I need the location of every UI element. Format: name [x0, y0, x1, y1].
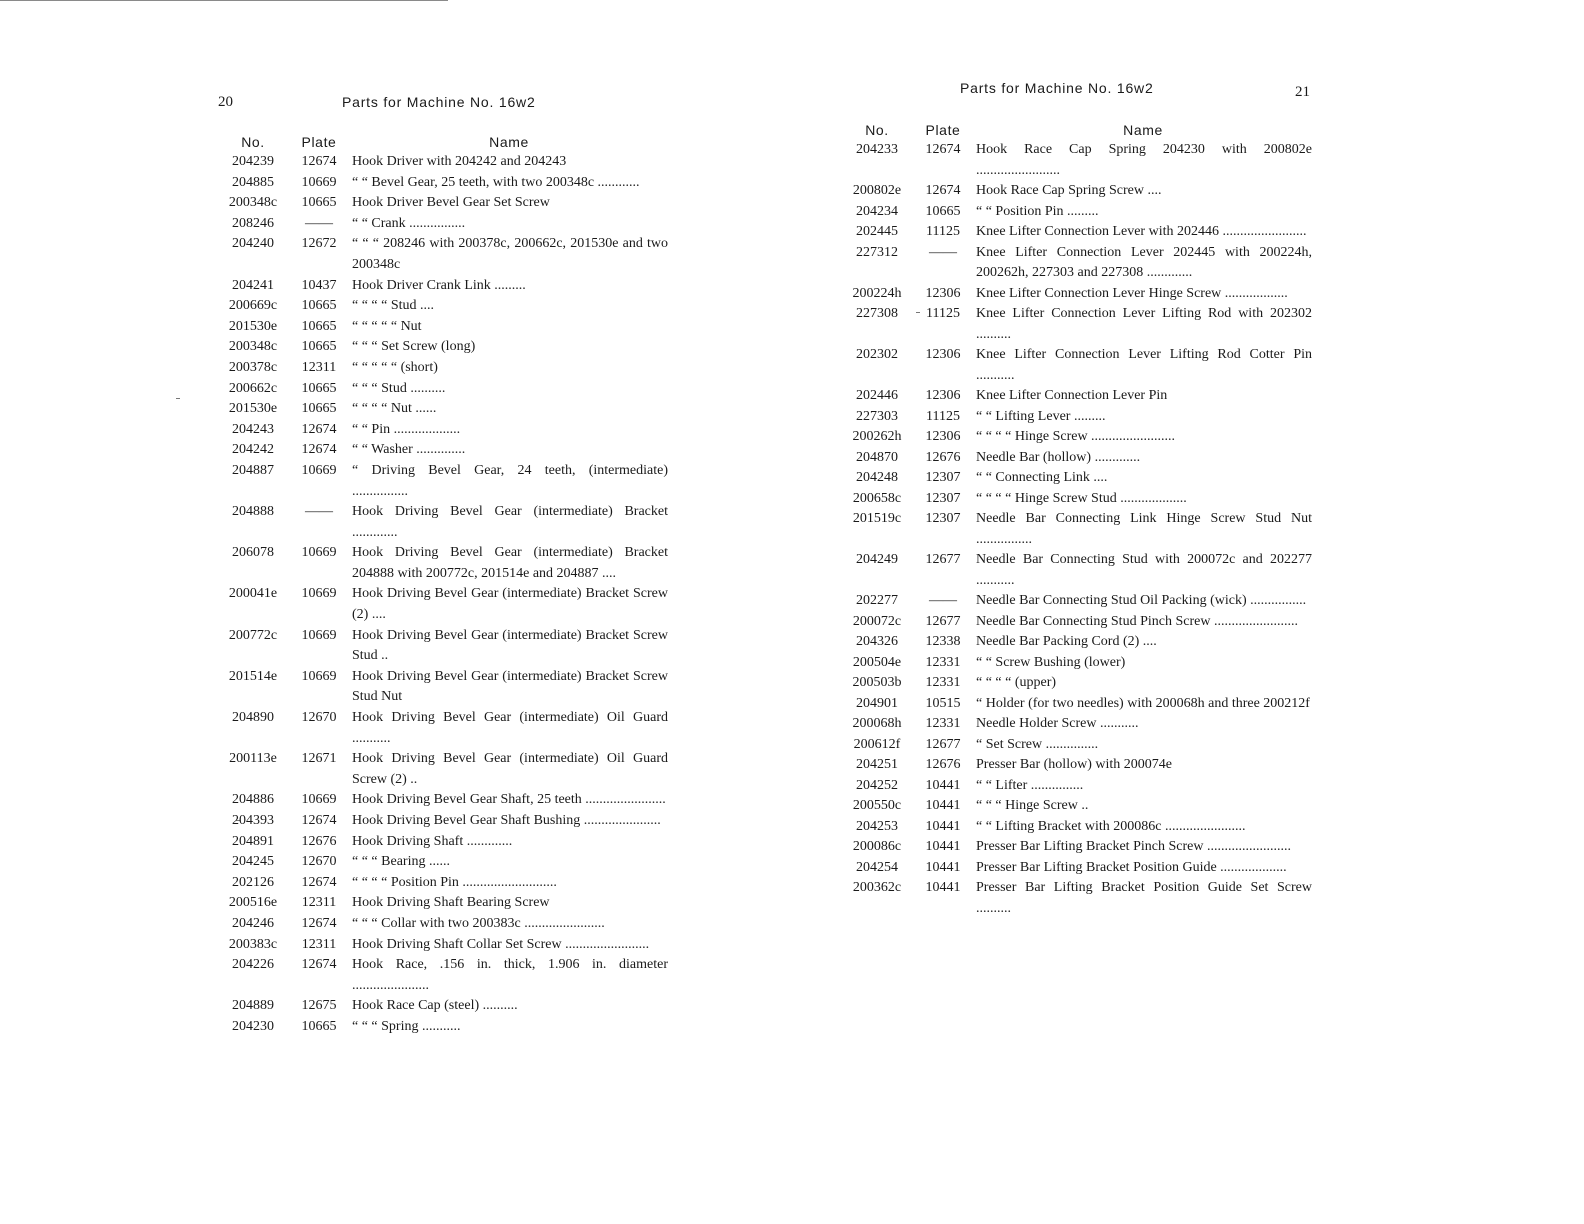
part-name: “ “ Lifting Lever .........: [976, 408, 1106, 424]
table-row: [842, 550, 1312, 591]
plate-number: 10441: [925, 777, 961, 793]
part-number: 200516e: [228, 895, 278, 911]
part-number: 227303: [856, 408, 898, 424]
part-name: “ “ “ Bearing ......: [352, 854, 450, 870]
plate-number: 10665: [301, 318, 337, 334]
scan-mark: [176, 398, 180, 399]
part-name: Presser Bar (hollow) with 200074e: [976, 757, 1172, 772]
part-name: Needle Holder Screw ...........: [976, 716, 1139, 731]
part-number: 200068h: [852, 716, 902, 731]
table-row: [218, 626, 668, 667]
table-row: [218, 543, 668, 584]
table-row: [842, 468, 1312, 489]
plate-number: ——: [929, 244, 957, 260]
part-name: “ “ “ Stud ..........: [352, 380, 446, 396]
plate-number: ——: [305, 504, 333, 520]
plate-number: 12674: [301, 957, 337, 973]
plate-number: 11125: [926, 306, 960, 321]
part-number: 200669c: [228, 298, 278, 314]
plate-number: 12331: [925, 716, 961, 731]
table-row: [218, 440, 668, 461]
table-row: [842, 448, 1312, 469]
part-number: 204254: [856, 859, 898, 875]
part-number: 204890: [232, 710, 274, 726]
table-row: [842, 776, 1312, 797]
plate-number: 12674: [301, 915, 337, 931]
table-row: [842, 509, 1312, 550]
table-row: [218, 832, 668, 853]
part-number: 227308: [856, 306, 898, 321]
part-number: 227312: [856, 244, 898, 260]
plate-number: ——: [305, 215, 333, 231]
part-number: 202445: [856, 224, 898, 239]
table-row: [842, 222, 1312, 243]
column-header-no: No.: [241, 134, 265, 150]
part-number: 200503b: [852, 675, 902, 690]
table-row: [218, 152, 668, 173]
plate-number: 10669: [301, 627, 337, 643]
part-name: Hook Driving Shaft Collar Set Screw ........................: [352, 936, 650, 952]
plate-number: 12311: [301, 895, 337, 911]
part-name: “ “ “ “ Position Pin ...........................: [352, 874, 557, 890]
table-row: [842, 202, 1312, 223]
plate-number: 12311: [301, 359, 337, 375]
part-number: 204901: [856, 695, 898, 711]
part-name: “ “ “ “ “ (short): [352, 359, 438, 375]
table-row: [842, 345, 1312, 386]
part-name: Hook Driving Bevel Gear Shaft Bushing ......................: [352, 813, 661, 828]
part-number: 204886: [232, 792, 274, 808]
plate-number: 12307: [925, 490, 961, 506]
page-title: Parts for Machine No. 16w2: [342, 94, 536, 110]
part-number: 204242: [232, 442, 274, 458]
plate-number: 10515: [925, 695, 961, 711]
plate-number: 10665: [301, 298, 337, 314]
part-number: 200550c: [852, 798, 902, 813]
plate-number: 12306: [925, 285, 961, 301]
part-number: 204240: [232, 236, 274, 252]
plate-number: 10669: [301, 792, 337, 808]
part-name: “ “ “ 208246 with 200378c, 200662c, 201530e and two 200348c: [352, 236, 668, 272]
plate-number: 10669: [301, 174, 337, 190]
plate-number: 12307: [925, 511, 961, 526]
plate-number: 12338: [925, 634, 961, 649]
plate-number: 11125: [926, 224, 960, 239]
part-name: Presser Bar Lifting Bracket Position Guide Set Screw ..........: [976, 880, 1312, 916]
part-name: “ “ “ Collar with two 200383c .......................: [352, 915, 605, 931]
plate-number: ——: [929, 593, 957, 608]
part-name: Hook Driving Bevel Gear (intermediate) Bracket Screw (2) ....: [352, 586, 668, 623]
part-number: 204230: [232, 1018, 274, 1034]
plate-number: 10669: [301, 586, 337, 602]
plate-number: 10665: [301, 1018, 337, 1034]
part-name: Hook Driving Bevel Gear (intermediate) Oil Guard Screw (2) ..: [352, 751, 668, 787]
part-number: 202302: [856, 347, 898, 362]
table-row: [842, 735, 1312, 756]
page-header: [842, 80, 1312, 106]
part-name: Hook Driving Shaft .............: [352, 833, 513, 849]
table-row: [218, 276, 668, 297]
table-row: [218, 955, 668, 996]
part-name: “ “ “ “ Stud ....: [352, 298, 435, 314]
part-number: 200224h: [852, 285, 902, 301]
part-name: Needle Bar Connecting Stud Oil Packing (wick) ................: [976, 593, 1307, 608]
part-number: 200383c: [228, 936, 278, 952]
plate-number: 12674: [301, 421, 337, 437]
table-row: [842, 796, 1312, 817]
part-number: 204870: [856, 449, 898, 465]
plate-number: 11125: [926, 408, 960, 424]
part-name: Needle Bar Connecting Link Hinge Screw Stud Nut ................: [976, 511, 1312, 547]
plate-number: 12306: [925, 347, 961, 362]
plate-number: 10665: [301, 380, 337, 396]
part-name: “ “ “ Spring ...........: [352, 1018, 461, 1034]
part-name: “ “ “ Set Screw (long): [352, 339, 476, 355]
plate-number: 12670: [301, 710, 337, 726]
part-number: 204245: [232, 854, 274, 870]
column-header-plate: Plate: [301, 134, 337, 150]
part-name: Knee Lifter Connection Lever Pin: [976, 388, 1168, 403]
part-number: 204249: [856, 552, 898, 567]
part-number: 201519c: [852, 511, 902, 526]
part-name: Knee Lifter Connection Lever Lifting Rod Cotter Pin ...........: [976, 347, 1312, 383]
plate-number: 12306: [925, 429, 961, 444]
table-row: [218, 214, 668, 235]
part-number: 202277: [856, 593, 898, 608]
table-row: [218, 461, 668, 502]
plate-number: 10441: [925, 859, 961, 875]
part-number: 204251: [856, 757, 898, 772]
part-name: “ “ “ “ “ Nut: [352, 318, 422, 334]
column-header-plate: Plate: [925, 122, 961, 138]
plate-number: 12676: [925, 757, 961, 772]
part-name: Hook Race Cap Spring Screw ....: [976, 183, 1162, 198]
part-name: Hook Race Cap (steel) ..........: [352, 998, 518, 1014]
part-name: “ “ “ “ Hinge Screw Stud ...................: [976, 490, 1187, 506]
part-number: 204234: [856, 203, 898, 219]
plate-number: 10665: [925, 203, 961, 219]
part-name: “ “ “ Hinge Screw ..: [976, 798, 1089, 813]
plate-number: 12675: [301, 998, 337, 1014]
table-row: [842, 304, 1312, 345]
part-number: 204252: [856, 777, 898, 793]
part-number: 200348c: [228, 339, 278, 355]
part-name: “ “ “ “ Hinge Screw ........................: [976, 429, 1176, 444]
part-name: “ Set Screw ...............: [976, 736, 1099, 752]
part-name: “ “ Bevel Gear, 25 teeth, with two 200348c ............: [352, 174, 640, 190]
plate-number: 10441: [925, 798, 961, 813]
parts-list: [218, 152, 668, 1038]
right-page: [842, 80, 1312, 919]
table-row: [218, 502, 668, 543]
part-number: 200662c: [228, 380, 278, 396]
table-row: [218, 317, 668, 338]
part-name: Hook Driver Crank Link .........: [352, 277, 526, 293]
part-name: Hook Driving Bevel Gear (intermediate) Bracket Screw Stud ..: [352, 627, 668, 664]
table-row: [842, 673, 1312, 694]
table-row: [842, 878, 1312, 919]
part-number: 200612f: [853, 736, 901, 752]
part-number: 206078: [232, 545, 274, 561]
part-name: Needle Bar Connecting Stud Pinch Screw ........................: [976, 613, 1298, 629]
plate-number: 12331: [925, 675, 961, 690]
plate-number: 12671: [301, 751, 337, 767]
plate-number: 10665: [301, 339, 337, 355]
table-row: [218, 420, 668, 441]
part-number: 204239: [232, 154, 274, 169]
table-row: [842, 755, 1312, 776]
part-name: Needle Bar (hollow) .............: [976, 449, 1141, 465]
column-headers: [842, 122, 1312, 138]
part-name: “ “ Connecting Link ....: [976, 470, 1108, 485]
column-header-no: No.: [865, 122, 889, 138]
table-row: [218, 379, 668, 400]
part-number: 204889: [232, 998, 274, 1014]
plate-number: 12674: [301, 442, 337, 458]
table-row: [842, 489, 1312, 510]
part-number: 200772c: [228, 627, 278, 643]
plate-number: 12311: [301, 936, 337, 952]
plate-number: 10441: [925, 818, 961, 834]
table-row: [218, 584, 668, 625]
table-row: [218, 935, 668, 956]
part-number: 200113e: [229, 751, 277, 767]
column-header-name: Name: [1123, 122, 1163, 138]
table-row: [218, 358, 668, 379]
plate-number: 12677: [925, 613, 961, 629]
page-number: 21: [1295, 84, 1310, 100]
plate-number: 12676: [301, 833, 337, 849]
part-number: 204233: [856, 142, 898, 157]
part-name: Hook Driving Bevel Gear (intermediate) Oil Guard ...........: [352, 710, 668, 746]
part-number: 204243: [232, 421, 274, 437]
table-row: [218, 337, 668, 358]
part-name: “ “ Lifter ...............: [976, 777, 1084, 793]
table-row: [842, 386, 1312, 407]
plate-number: 10665: [301, 195, 337, 211]
part-name: Knee Lifter Connection Lever with 202446 ........................: [976, 224, 1307, 239]
table-row: [218, 193, 668, 214]
part-name: Hook Driving Bevel Gear (intermediate) Bracket 204888 with 200772c, 201514e and 204887 ....: [352, 545, 668, 581]
plate-number: 10669: [301, 545, 337, 561]
table-row: [218, 996, 668, 1017]
table-row: [218, 811, 668, 832]
column-headers: [218, 134, 668, 150]
table-row: [842, 837, 1312, 858]
table-row: [218, 873, 668, 894]
part-name: Presser Bar Lifting Bracket Pinch Screw ........................: [976, 839, 1291, 854]
part-name: Hook Driver with 204242 and 204243: [352, 154, 567, 169]
table-row: [842, 140, 1312, 181]
part-number: 204326: [856, 634, 898, 649]
part-name: Presser Bar Lifting Bracket Position Guide ...................: [976, 859, 1287, 875]
plate-number: 12674: [301, 874, 337, 890]
plate-number: 10437: [301, 277, 337, 293]
part-number: 200504e: [852, 654, 902, 670]
part-number: 200086c: [852, 839, 902, 854]
table-row: [218, 749, 668, 790]
part-number: 200348c: [228, 195, 278, 211]
plate-number: 12674: [301, 154, 337, 169]
plate-number: 12307: [925, 470, 961, 485]
table-row: [218, 893, 668, 914]
table-row: [218, 399, 668, 420]
part-number: 202446: [856, 388, 898, 403]
table-row: [842, 243, 1312, 284]
part-number: 204888: [232, 504, 274, 520]
part-name: Needle Bar Packing Cord (2) ....: [976, 634, 1157, 649]
part-name: “ “ Crank ................: [352, 215, 466, 231]
plate-number: 12674: [925, 183, 961, 198]
part-name: Hook Race, .156 in. thick, 1.906 in. diameter ......................: [352, 957, 668, 993]
part-number: 200802e: [852, 183, 902, 198]
part-name: Hook Race Cap Spring 204230 with 200802e ........................: [976, 142, 1312, 178]
part-name: “ “ “ “ Nut ......: [352, 401, 437, 417]
table-row: [842, 694, 1312, 715]
part-name: Knee Lifter Connection Lever 202445 with 200224h, 200262h, 227303 and 227308 .............: [976, 244, 1312, 280]
part-number: 204241: [232, 277, 274, 293]
part-number: 200041e: [228, 586, 278, 602]
plate-number: 12306: [925, 388, 961, 403]
table-row: [842, 181, 1312, 202]
table-row: [842, 407, 1312, 428]
part-name: “ “ Pin ...................: [352, 421, 461, 437]
part-number: 200072c: [852, 613, 902, 629]
part-number: 204393: [232, 813, 274, 828]
part-number: 200658c: [852, 490, 902, 506]
plate-number: 12672: [301, 236, 337, 252]
part-number: 202126: [232, 874, 274, 890]
plate-number: 10669: [301, 462, 337, 478]
table-row: [842, 427, 1312, 448]
part-number: 201514e: [228, 668, 278, 684]
page-header: [218, 90, 668, 116]
plate-number: 10441: [925, 880, 961, 895]
table-row: [218, 790, 668, 811]
column-header-name: Name: [489, 134, 529, 150]
part-name: Needle Bar Connecting Stud with 200072c and 202277 ...........: [976, 552, 1312, 588]
part-name: “ “ Lifting Bracket with 200086c .......................: [976, 818, 1246, 834]
part-name: “ Driving Bevel Gear, 24 teeth, (intermediate) ................: [352, 462, 668, 499]
table-row: [842, 653, 1312, 674]
table-row: [842, 632, 1312, 653]
part-number: 204253: [856, 818, 898, 834]
part-number: 200362c: [852, 880, 902, 895]
part-name: Hook Driving Bevel Gear (intermediate) Bracket Screw Stud Nut: [352, 668, 668, 705]
table-row: [842, 714, 1312, 735]
page-title: Parts for Machine No. 16w2: [960, 80, 1154, 96]
part-name: Hook Driving Bevel Gear (intermediate) Bracket .............: [352, 504, 668, 540]
part-number: 208246: [232, 215, 274, 231]
table-row: [218, 234, 668, 275]
table-row: [842, 858, 1312, 879]
part-name: Hook Driver Bevel Gear Set Screw: [352, 195, 550, 211]
table-row: [218, 708, 668, 749]
part-name: “ “ Washer ..............: [352, 442, 466, 458]
part-number: 204248: [856, 470, 898, 485]
plate-number: 12670: [301, 854, 337, 870]
part-number: 204885: [232, 174, 274, 190]
part-name: Hook Driving Shaft Bearing Screw: [352, 895, 550, 911]
plate-number: 12674: [301, 813, 337, 828]
part-number: 204891: [232, 833, 274, 849]
plate-number: 12331: [925, 654, 961, 670]
part-number: 201530e: [228, 401, 278, 417]
part-name: “ “ “ “ (upper): [976, 675, 1057, 690]
part-name: “ “ Position Pin .........: [976, 203, 1099, 219]
part-number: 204246: [232, 915, 274, 931]
table-row: [218, 852, 668, 873]
table-row: [218, 1017, 668, 1038]
part-name: Knee Lifter Connection Lever Lifting Rod with 202302 ..........: [976, 306, 1312, 342]
scan-edge-line: [0, 0, 448, 1]
table-row: [842, 817, 1312, 838]
part-name: Hook Driving Bevel Gear Shaft, 25 teeth .......................: [352, 792, 666, 808]
plate-number: 10441: [925, 839, 961, 854]
part-name: Knee Lifter Connection Lever Hinge Screw ..................: [976, 285, 1288, 301]
left-page: [218, 90, 668, 1038]
plate-number: 12677: [925, 552, 961, 567]
part-number: 204226: [232, 957, 274, 973]
plate-number: 10669: [301, 668, 337, 684]
table-row: [218, 296, 668, 317]
plate-number: 12676: [925, 449, 961, 465]
part-number: 201530e: [228, 318, 278, 334]
table-row: [218, 914, 668, 935]
part-name: “ “ Screw Bushing (lower): [976, 654, 1126, 670]
part-number: 204887: [232, 462, 274, 478]
parts-list: [842, 140, 1312, 919]
page-number: 20: [218, 94, 233, 110]
table-row: [218, 667, 668, 708]
plate-number: 12674: [925, 142, 961, 157]
plate-number: 10665: [301, 401, 337, 417]
table-row: [842, 284, 1312, 305]
part-name: “ Holder (for two needles) with 200068h and three 200212f: [976, 695, 1310, 711]
table-row: [842, 612, 1312, 633]
plate-number: 12677: [925, 736, 961, 752]
part-number: 200262h: [852, 429, 902, 444]
table-row: [842, 591, 1312, 612]
part-number: 200378c: [228, 359, 278, 375]
table-row: [218, 173, 668, 194]
